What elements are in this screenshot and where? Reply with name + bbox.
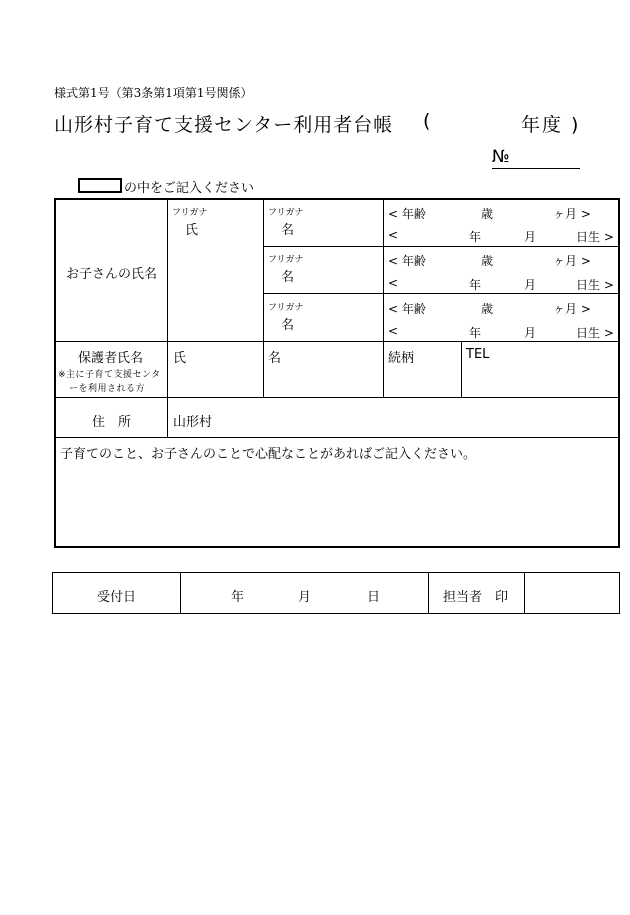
guardian-relation-field[interactable]: 続柄: [388, 351, 415, 366]
child2-birth-day[interactable]: 日生 >: [576, 278, 614, 292]
child3-birth-day[interactable]: 日生 >: [576, 326, 614, 340]
guardian-note-line1: ※主に子育て支援センタ: [58, 370, 161, 380]
child1-birth-month[interactable]: 月: [524, 230, 537, 244]
receipt-table: [52, 572, 620, 614]
guardian-given-name-field[interactable]: 名: [268, 351, 282, 366]
grid-vline: [180, 573, 181, 613]
title-paren-open: (: [423, 110, 431, 132]
child1-age-open: < 年齢: [388, 207, 426, 221]
child3-age-years[interactable]: 歳: [481, 302, 494, 316]
number-field[interactable]: [492, 168, 580, 169]
child1-birth-day[interactable]: 日生 >: [576, 230, 614, 244]
child1-birth-open: <: [388, 228, 399, 242]
legend-box-icon: [78, 178, 122, 193]
grid-hline: [56, 397, 619, 398]
child2-given-name-label[interactable]: 名: [281, 270, 295, 285]
child3-given-name-label[interactable]: 名: [281, 318, 295, 333]
concerns-prompt: 子育てのこと、お子さんのことで心配なことがあればご記入ください。: [60, 447, 477, 462]
child2-age-open: < 年齢: [388, 254, 426, 268]
grid-vline: [461, 341, 462, 397]
legend-text: の中をご記入ください: [124, 181, 255, 196]
grid-hline: [263, 293, 619, 294]
child3-age-months[interactable]: ヶ月 >: [553, 302, 591, 316]
guardian-note-line2: ーを利用される方: [69, 384, 146, 394]
child2-age-years[interactable]: 歳: [481, 254, 494, 268]
family-furigana-label: フリガナ: [172, 208, 208, 218]
concerns-textarea[interactable]: [56, 462, 619, 545]
number-label: №: [492, 147, 510, 167]
child2-age-months[interactable]: ヶ月 >: [553, 254, 591, 268]
grid-vline: [167, 200, 168, 397]
child1-birth-year[interactable]: 年: [469, 230, 482, 244]
receipt-month-field[interactable]: 月: [298, 590, 312, 605]
grid-hline: [56, 341, 619, 342]
child3-furigana-label: フリガナ: [268, 303, 304, 313]
guardian-name-label: 保護者氏名: [78, 351, 144, 366]
staff-seal-label: 担当者 印: [443, 590, 509, 605]
receipt-year-field[interactable]: 年: [231, 590, 245, 605]
child3-birth-month[interactable]: 月: [524, 326, 537, 340]
family-name-label[interactable]: 氏: [185, 223, 199, 238]
address-field[interactable]: 山形村: [173, 415, 213, 430]
child3-birth-open: <: [388, 324, 399, 338]
receipt-date-label: 受付日: [97, 590, 137, 605]
guardian-tel-field[interactable]: TEL: [466, 347, 490, 362]
grid-hline: [263, 246, 619, 247]
child1-given-name-label[interactable]: 名: [281, 223, 295, 238]
receipt-day-field[interactable]: 日: [367, 590, 381, 605]
guardian-family-name-field[interactable]: 氏: [173, 351, 187, 366]
staff-seal-field[interactable]: [525, 573, 619, 613]
child2-furigana-label: フリガナ: [268, 255, 304, 265]
grid-vline: [167, 397, 168, 437]
grid-vline: [383, 200, 384, 397]
child1-age-years[interactable]: 歳: [481, 207, 494, 221]
child1-age-months[interactable]: ヶ月 >: [553, 207, 591, 221]
grid-vline: [263, 200, 264, 397]
child2-birth-year[interactable]: 年: [469, 278, 482, 292]
grid-vline: [428, 573, 429, 613]
child1-furigana-label: フリガナ: [268, 208, 304, 218]
child3-age-open: < 年齢: [388, 302, 426, 316]
form-reference: 様式第1号（第3条第1項第1号関係）: [54, 86, 253, 100]
child2-birth-open: <: [388, 276, 399, 290]
title-fiscal-year: 年度 ): [521, 114, 581, 136]
child2-birth-month[interactable]: 月: [524, 278, 537, 292]
address-label: 住 所: [92, 415, 132, 430]
grid-hline: [56, 437, 619, 438]
children-name-label: お子さんの氏名: [66, 267, 158, 282]
child3-birth-year[interactable]: 年: [469, 326, 482, 340]
registration-form: [54, 198, 620, 548]
page-title: 山形村子育て支援センター利用者台帳: [54, 114, 394, 136]
